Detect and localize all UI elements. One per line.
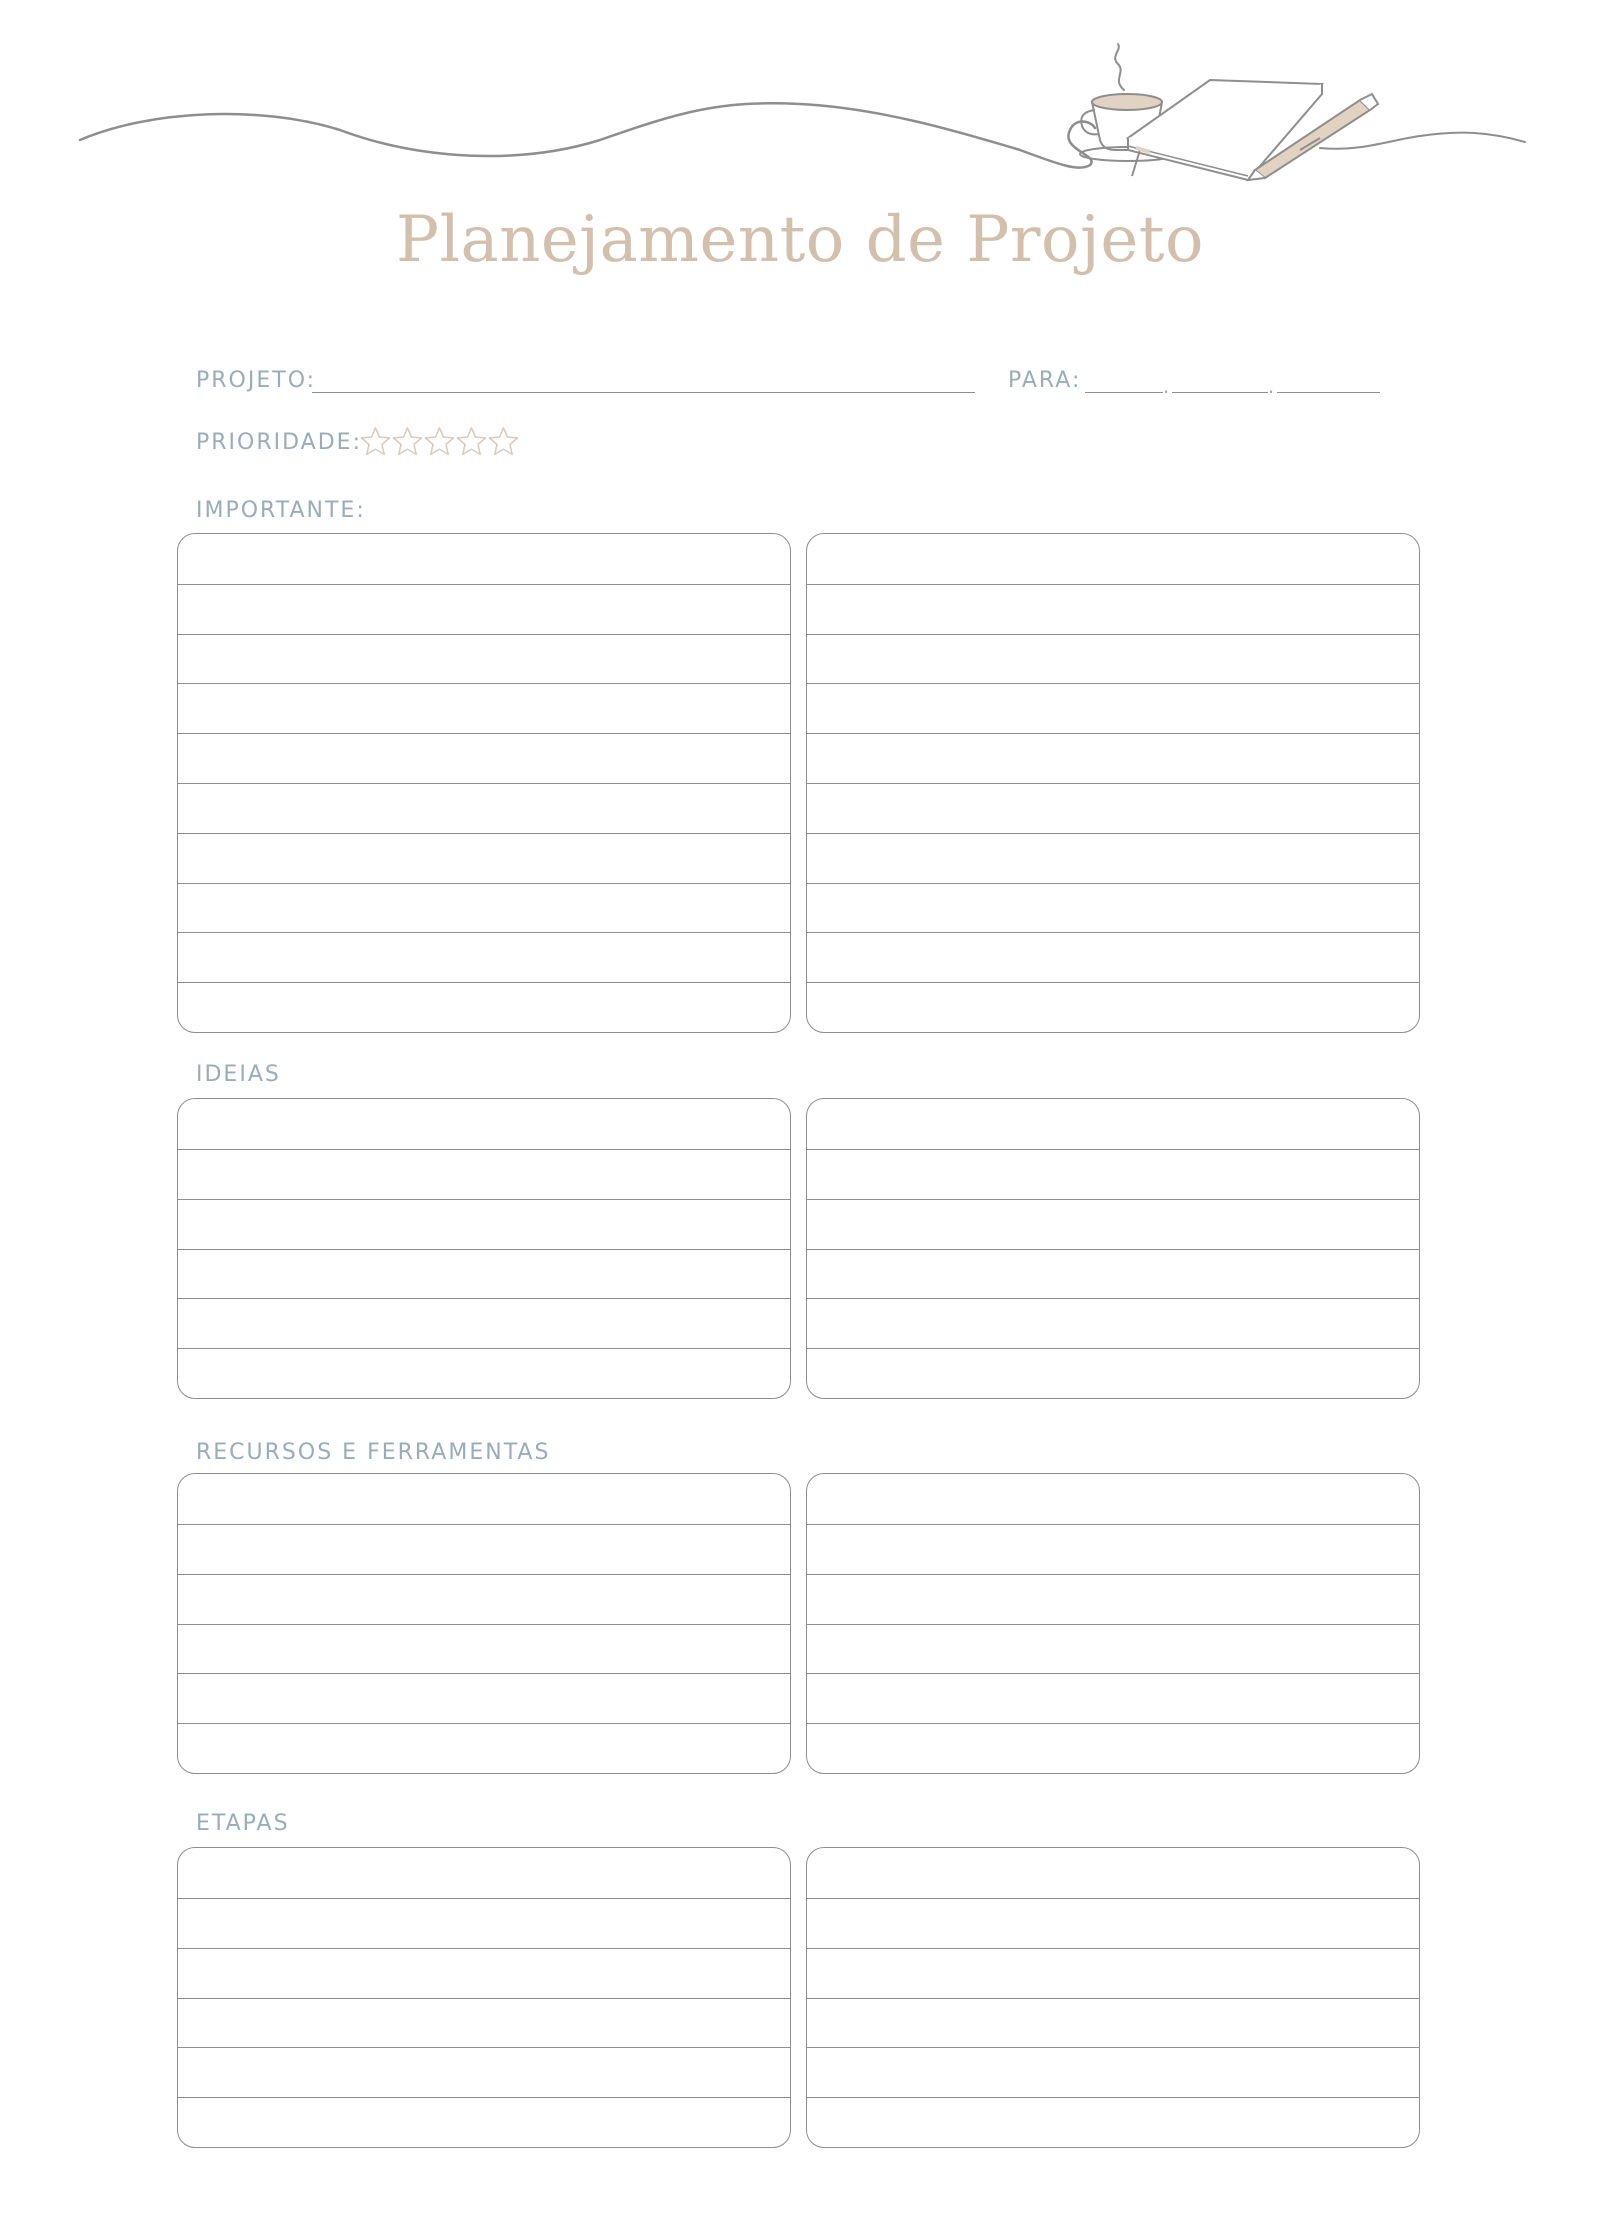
writing-line	[178, 1624, 790, 1625]
date-month-line[interactable]	[1172, 392, 1268, 393]
writing-line	[178, 1524, 790, 1525]
writing-line	[807, 1898, 1419, 1899]
writing-line	[807, 1624, 1419, 1625]
writing-line	[178, 634, 790, 635]
writing-line	[807, 982, 1419, 983]
writing-line	[178, 932, 790, 933]
priority-stars	[360, 426, 519, 457]
recursos-box-right[interactable]	[806, 1473, 1420, 1774]
writing-line	[178, 833, 790, 834]
importante-box-right[interactable]	[806, 533, 1420, 1033]
star-icon[interactable]	[424, 426, 455, 457]
star-icon[interactable]	[488, 426, 519, 457]
ideias-box-right[interactable]	[806, 1098, 1420, 1399]
priority-label: PRIORIDADE:	[196, 430, 362, 455]
writing-line	[807, 833, 1419, 834]
importante-box-left[interactable]	[177, 533, 791, 1033]
writing-line	[807, 1199, 1419, 1200]
writing-line	[178, 1898, 790, 1899]
writing-line	[178, 1723, 790, 1724]
etapas-box-left[interactable]	[177, 1847, 791, 2148]
writing-line	[807, 733, 1419, 734]
star-icon[interactable]	[456, 426, 487, 457]
writing-line	[807, 1149, 1419, 1150]
writing-line	[807, 683, 1419, 684]
writing-line	[178, 1298, 790, 1299]
writing-line	[807, 634, 1419, 635]
etapas-box-right[interactable]	[806, 1847, 1420, 2148]
writing-line	[178, 733, 790, 734]
writing-line	[178, 2097, 790, 2098]
writing-line	[178, 2047, 790, 2048]
section-label-ideias: IDEIAS	[196, 1062, 281, 1087]
star-icon[interactable]	[360, 426, 391, 457]
writing-line	[807, 783, 1419, 784]
section-label-recursos: RECURSOS E FERRAMENTAS	[196, 1440, 551, 1465]
writing-line	[807, 2097, 1419, 2098]
writing-line	[178, 982, 790, 983]
date-year-line[interactable]	[1277, 392, 1380, 393]
writing-line	[178, 1998, 790, 1999]
section-label-importante: IMPORTANTE:	[196, 498, 366, 523]
writing-line	[807, 1249, 1419, 1250]
star-icon[interactable]	[392, 426, 423, 457]
writing-line	[807, 584, 1419, 585]
project-input-line[interactable]	[312, 392, 975, 393]
writing-line	[807, 1723, 1419, 1724]
writing-line	[178, 1673, 790, 1674]
date-separator: .	[1163, 373, 1170, 398]
writing-line	[178, 883, 790, 884]
writing-line	[178, 1149, 790, 1150]
date-separator: .	[1268, 373, 1275, 398]
recursos-box-left[interactable]	[177, 1473, 791, 1774]
header-illustration	[0, 0, 1600, 200]
wavy-line-decoration	[80, 103, 1095, 167]
writing-line	[807, 1524, 1419, 1525]
para-label: PARA:	[1008, 368, 1082, 393]
writing-line	[807, 1574, 1419, 1575]
writing-line	[807, 1348, 1419, 1349]
date-day-line[interactable]	[1085, 392, 1163, 393]
project-label: PROJETO:	[196, 368, 317, 393]
writing-line	[807, 1948, 1419, 1949]
notebook-icon	[1128, 80, 1322, 180]
writing-line	[178, 1348, 790, 1349]
writing-line	[178, 1574, 790, 1575]
writing-line	[178, 783, 790, 784]
writing-line	[807, 883, 1419, 884]
writing-line	[178, 683, 790, 684]
writing-line	[178, 1249, 790, 1250]
page-title: Planejamento de Projeto	[396, 203, 1204, 277]
writing-line	[807, 1673, 1419, 1674]
writing-line	[178, 1948, 790, 1949]
writing-line	[807, 2047, 1419, 2048]
writing-line	[178, 584, 790, 585]
writing-line	[807, 1298, 1419, 1299]
ideias-box-left[interactable]	[177, 1098, 791, 1399]
section-label-etapas: ETAPAS	[196, 1811, 290, 1836]
writing-line	[807, 1998, 1419, 1999]
writing-line	[178, 1199, 790, 1200]
writing-line	[807, 932, 1419, 933]
